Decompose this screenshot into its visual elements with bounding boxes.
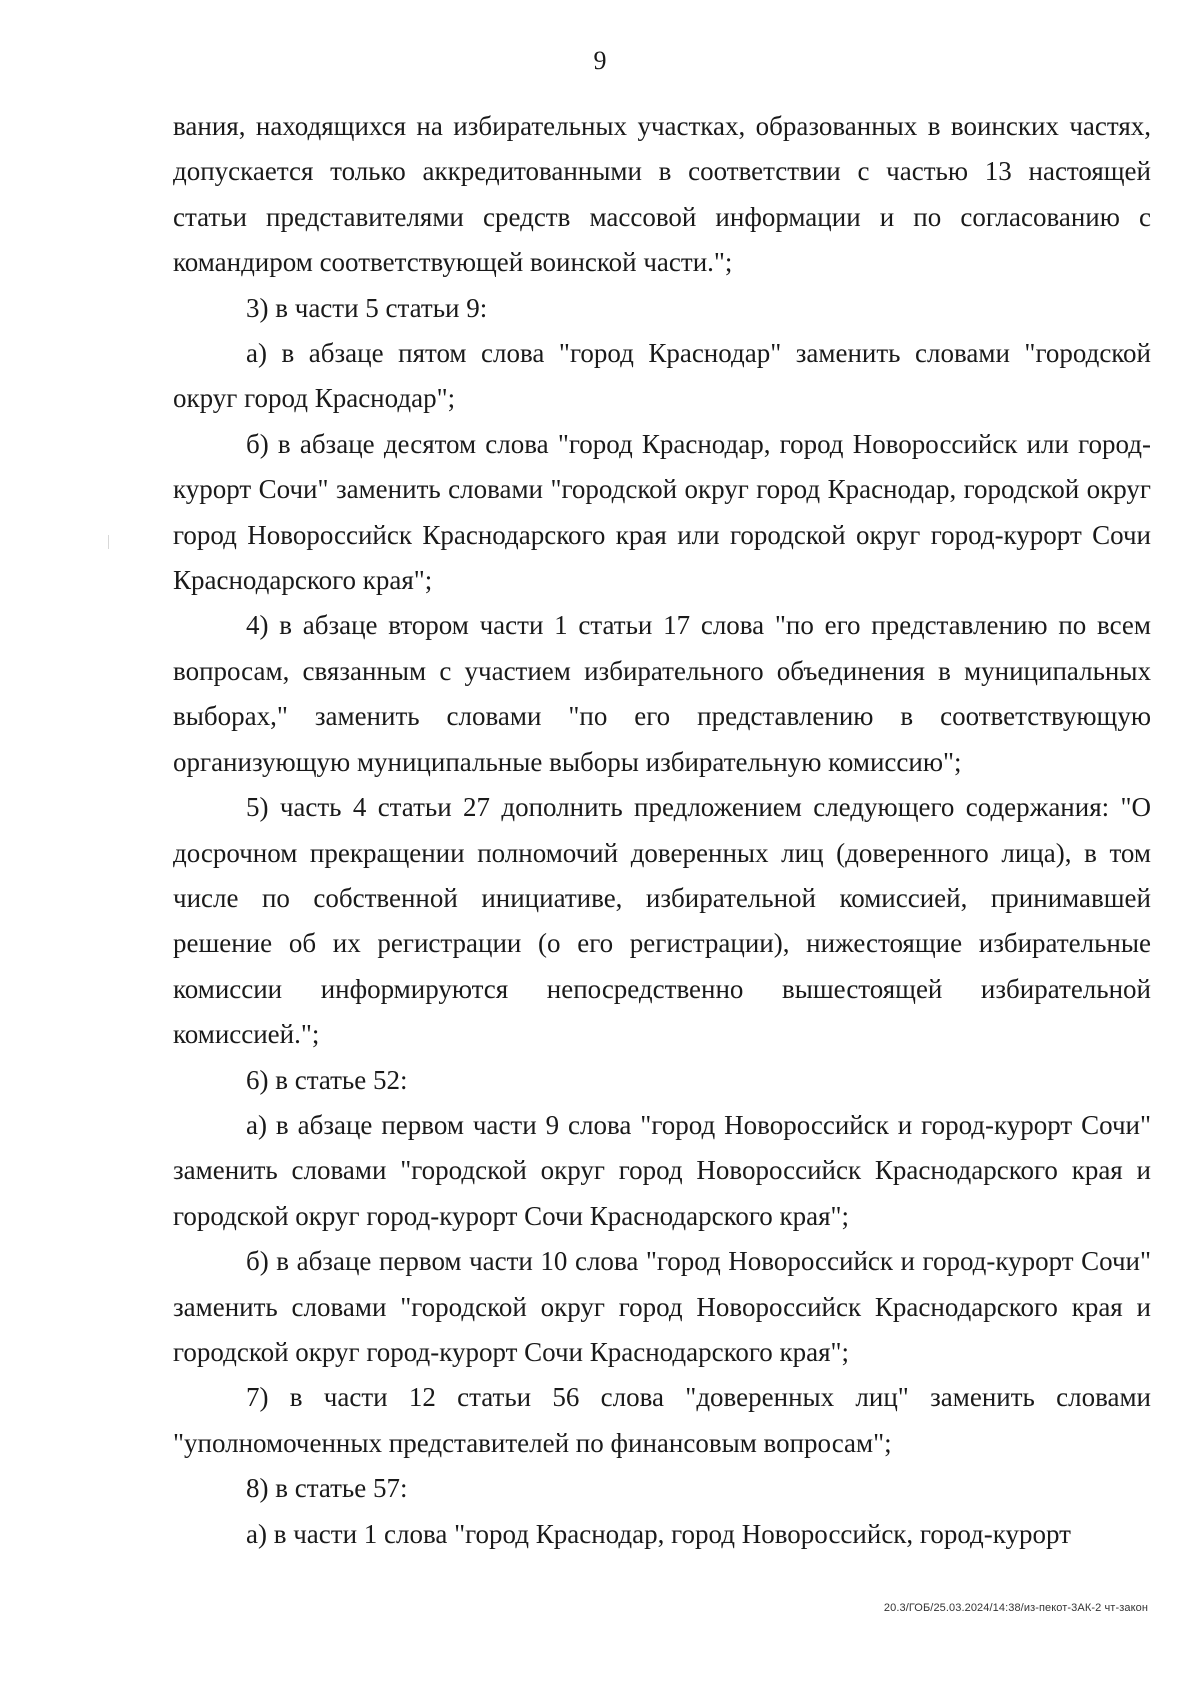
paragraph-item-7: 7) в части 12 статьи 56 слова "доверенных лиц" заменить словами "уполномоченных представителей по финансовым вопросам"; [173,1382,1151,1458]
paragraph-item-4: 4) в абзаце втором части 1 статьи 17 слова "по его представлению по всем вопросам, связанным с участием избирательного объединения в муниципальных выборах," заменить словами "по его представлению в соответствующую организующую муниципальные выборы избирательную комиссию"; [173,610,1151,777]
paragraph-item-3b: б) в абзаце десятом слова "город Краснодар, город Новороссийск или город-курорт Сочи" заменить словами "городской округ город Краснодар, городской округ город Новороссийск Краснодарского края или городской округ город-курорт Сочи Краснодарского края"; [173,428,1151,596]
paragraph-item-3: 3) в части 5 статьи 9: [246,292,488,323]
document-body [173,104,1151,1557]
paragraph-item-8a: а) в части 1 слова "город Краснодар, город Новороссийск, город-курорт [246,1518,1071,1549]
paragraph-item-6b: б) в абзаце первом части 10 слова "город Новороссийск и город-курорт Сочи" заменить словами "городской округ город Новороссийск Краснодарского края и городской округ город-курорт Сочи Краснодарского края"; [173,1246,1151,1367]
paragraph-item-3a: а) в абзаце пятом слова "город Краснодар" заменить словами "городской округ город Краснодар"; [173,338,1151,414]
paragraph-item-6: 6) в статье 52: [246,1064,408,1095]
paragraph-item-6a: а) в абзаце первом части 9 слова "город Новороссийск и город-курорт Сочи" заменить словами "городской округ город Новороссийск Краснодарского края и городской округ город-курорт Сочи Краснодарского края"; [173,1109,1151,1231]
page-number: 9 [593,46,607,75]
paragraph-continuation: вания, находящихся на избирательных участках, образованных в воинских частях, допускается только аккредитованными в соответствии с частью 13 настоящей статьи представителями средств массовой информации и по согласованию с командиром соответствующей воинской части."; [173,111,1151,278]
paragraph-item-8: 8) в статье 57: [246,1473,408,1504]
paragraph-item-5: 5) часть 4 статьи 27 дополнить предложением следующего содержания: "О досрочном прекращении полномочий доверенных лиц (доверенного лица), в том числе по собственной инициативе, избирательной комиссией, принимавшей решение об их регистрации (о его регистрации), нижестоящие избирательные комиссии информируются непосредственно вышестоящей избирательной комиссией."; [173,792,1151,1050]
document-footer-code: 20.3/ГОБ/25.03.2024/14:38/из-пекот-3АК-2 чт-закон [883,1602,1148,1614]
scan-margin-mark [108,535,109,549]
